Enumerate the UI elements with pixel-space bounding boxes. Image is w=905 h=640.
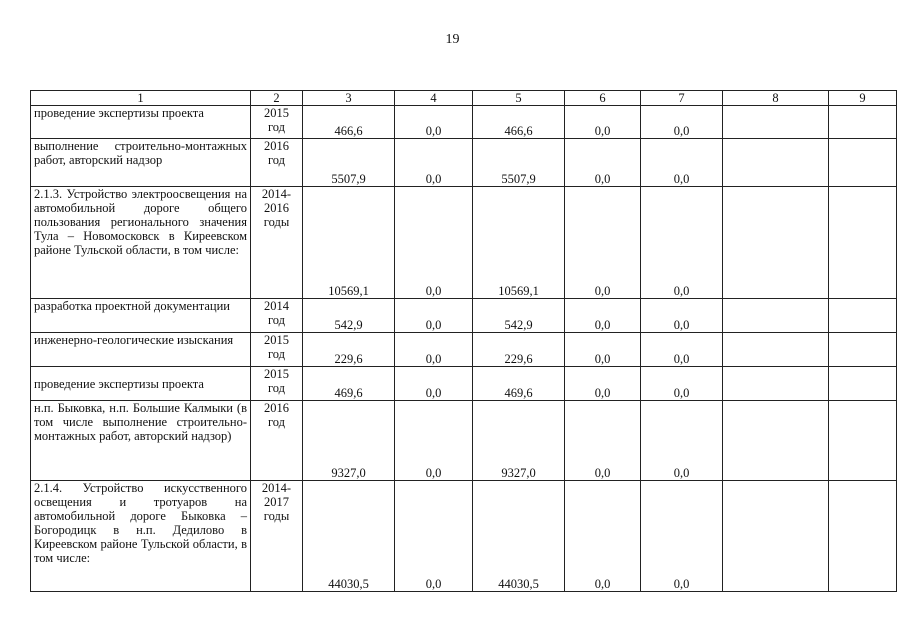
row-period: 2014 год xyxy=(251,299,303,333)
row-period: 2015 год xyxy=(251,333,303,367)
value-cell: 0,0 xyxy=(641,333,723,367)
column-header-3: 3 xyxy=(303,91,395,106)
table-row xyxy=(31,299,897,333)
column-header-1: 1 xyxy=(31,91,251,106)
row-description: инженерно-геологические изыскания xyxy=(31,333,251,367)
row-period: 2016 год xyxy=(251,401,303,481)
value-cell: 10569,1 xyxy=(473,187,565,299)
value-cell: 0,0 xyxy=(641,139,723,187)
value-cell: 0,0 xyxy=(565,333,641,367)
value-cell xyxy=(723,299,829,333)
value-cell xyxy=(723,187,829,299)
value-cell xyxy=(829,299,897,333)
row-description: 2.1.3. Устройство электроосвещения на автомобильной дороге общего пользования регионального значения Тула – Новомосковск в Киреевском районе Тульской области, в том числе: xyxy=(31,187,251,299)
value-cell: 0,0 xyxy=(641,106,723,139)
row-period: 2016 год xyxy=(251,139,303,187)
row-description: проведение экспертизы проекта xyxy=(31,367,251,401)
value-cell xyxy=(829,481,897,592)
value-cell xyxy=(723,333,829,367)
header-row xyxy=(31,91,897,106)
value-cell: 0,0 xyxy=(395,106,473,139)
value-cell: 0,0 xyxy=(565,106,641,139)
value-cell: 0,0 xyxy=(565,481,641,592)
value-cell: 9327,0 xyxy=(303,401,395,481)
value-cell: 5507,9 xyxy=(473,139,565,187)
value-cell xyxy=(829,367,897,401)
value-cell: 0,0 xyxy=(395,299,473,333)
value-cell: 0,0 xyxy=(565,139,641,187)
value-cell: 0,0 xyxy=(565,299,641,333)
value-cell: 229,6 xyxy=(303,333,395,367)
row-period: 2015 год xyxy=(251,106,303,139)
column-header-2: 2 xyxy=(251,91,303,106)
table-row xyxy=(31,333,897,367)
value-cell: 0,0 xyxy=(641,187,723,299)
value-cell xyxy=(829,333,897,367)
table-row xyxy=(31,187,897,299)
value-cell: 9327,0 xyxy=(473,401,565,481)
table-row xyxy=(31,367,897,401)
value-cell xyxy=(829,401,897,481)
row-description: разработка проектной документации xyxy=(31,299,251,333)
row-description: проведение экспертизы проекта xyxy=(31,106,251,139)
value-cell: 0,0 xyxy=(395,367,473,401)
table-row xyxy=(31,481,897,592)
value-cell: 0,0 xyxy=(565,401,641,481)
value-cell: 5507,9 xyxy=(303,139,395,187)
row-period: 2014-2016 годы xyxy=(251,187,303,299)
value-cell: 0,0 xyxy=(565,187,641,299)
value-cell: 0,0 xyxy=(395,187,473,299)
row-period: 2015 год xyxy=(251,367,303,401)
value-cell: 0,0 xyxy=(641,481,723,592)
value-cell: 542,9 xyxy=(473,299,565,333)
row-description: 2.1.4. Устройство искусственного освещения и тротуаров на автомобильной дороге Быковка – Богородицк в н.п. Дедилово в Киреевском районе Тульской области, в том числе: xyxy=(31,481,251,592)
value-cell: 0,0 xyxy=(641,299,723,333)
value-cell: 229,6 xyxy=(473,333,565,367)
column-header-9: 9 xyxy=(829,91,897,106)
value-cell: 466,6 xyxy=(303,106,395,139)
value-cell xyxy=(723,401,829,481)
value-cell: 466,6 xyxy=(473,106,565,139)
row-period: 2014-2017 годы xyxy=(251,481,303,592)
value-cell xyxy=(829,139,897,187)
value-cell: 0,0 xyxy=(565,367,641,401)
value-cell: 542,9 xyxy=(303,299,395,333)
value-cell: 0,0 xyxy=(641,367,723,401)
row-description: выполнение строительно-монтажных работ, авторский надзор xyxy=(31,139,251,187)
column-header-8: 8 xyxy=(723,91,829,106)
table-row xyxy=(31,139,897,187)
column-header-7: 7 xyxy=(641,91,723,106)
value-cell: 44030,5 xyxy=(473,481,565,592)
budget-table xyxy=(30,90,897,592)
value-cell: 10569,1 xyxy=(303,187,395,299)
value-cell xyxy=(723,367,829,401)
value-cell xyxy=(723,139,829,187)
value-cell xyxy=(829,106,897,139)
table-row xyxy=(31,106,897,139)
value-cell: 0,0 xyxy=(395,481,473,592)
value-cell: 0,0 xyxy=(395,401,473,481)
table-row xyxy=(31,401,897,481)
value-cell: 469,6 xyxy=(303,367,395,401)
column-header-6: 6 xyxy=(565,91,641,106)
value-cell xyxy=(723,481,829,592)
value-cell: 0,0 xyxy=(395,333,473,367)
value-cell xyxy=(723,106,829,139)
column-header-5: 5 xyxy=(473,91,565,106)
row-description: н.п. Быковка, н.п. Большие Калмыки (в том числе выполнение строительно-монтажных работ, авторский надзор) xyxy=(31,401,251,481)
value-cell: 0,0 xyxy=(395,139,473,187)
column-header-4: 4 xyxy=(395,91,473,106)
value-cell: 0,0 xyxy=(641,401,723,481)
value-cell: 469,6 xyxy=(473,367,565,401)
value-cell xyxy=(829,187,897,299)
value-cell: 44030,5 xyxy=(303,481,395,592)
page-number: 19 xyxy=(445,32,460,47)
